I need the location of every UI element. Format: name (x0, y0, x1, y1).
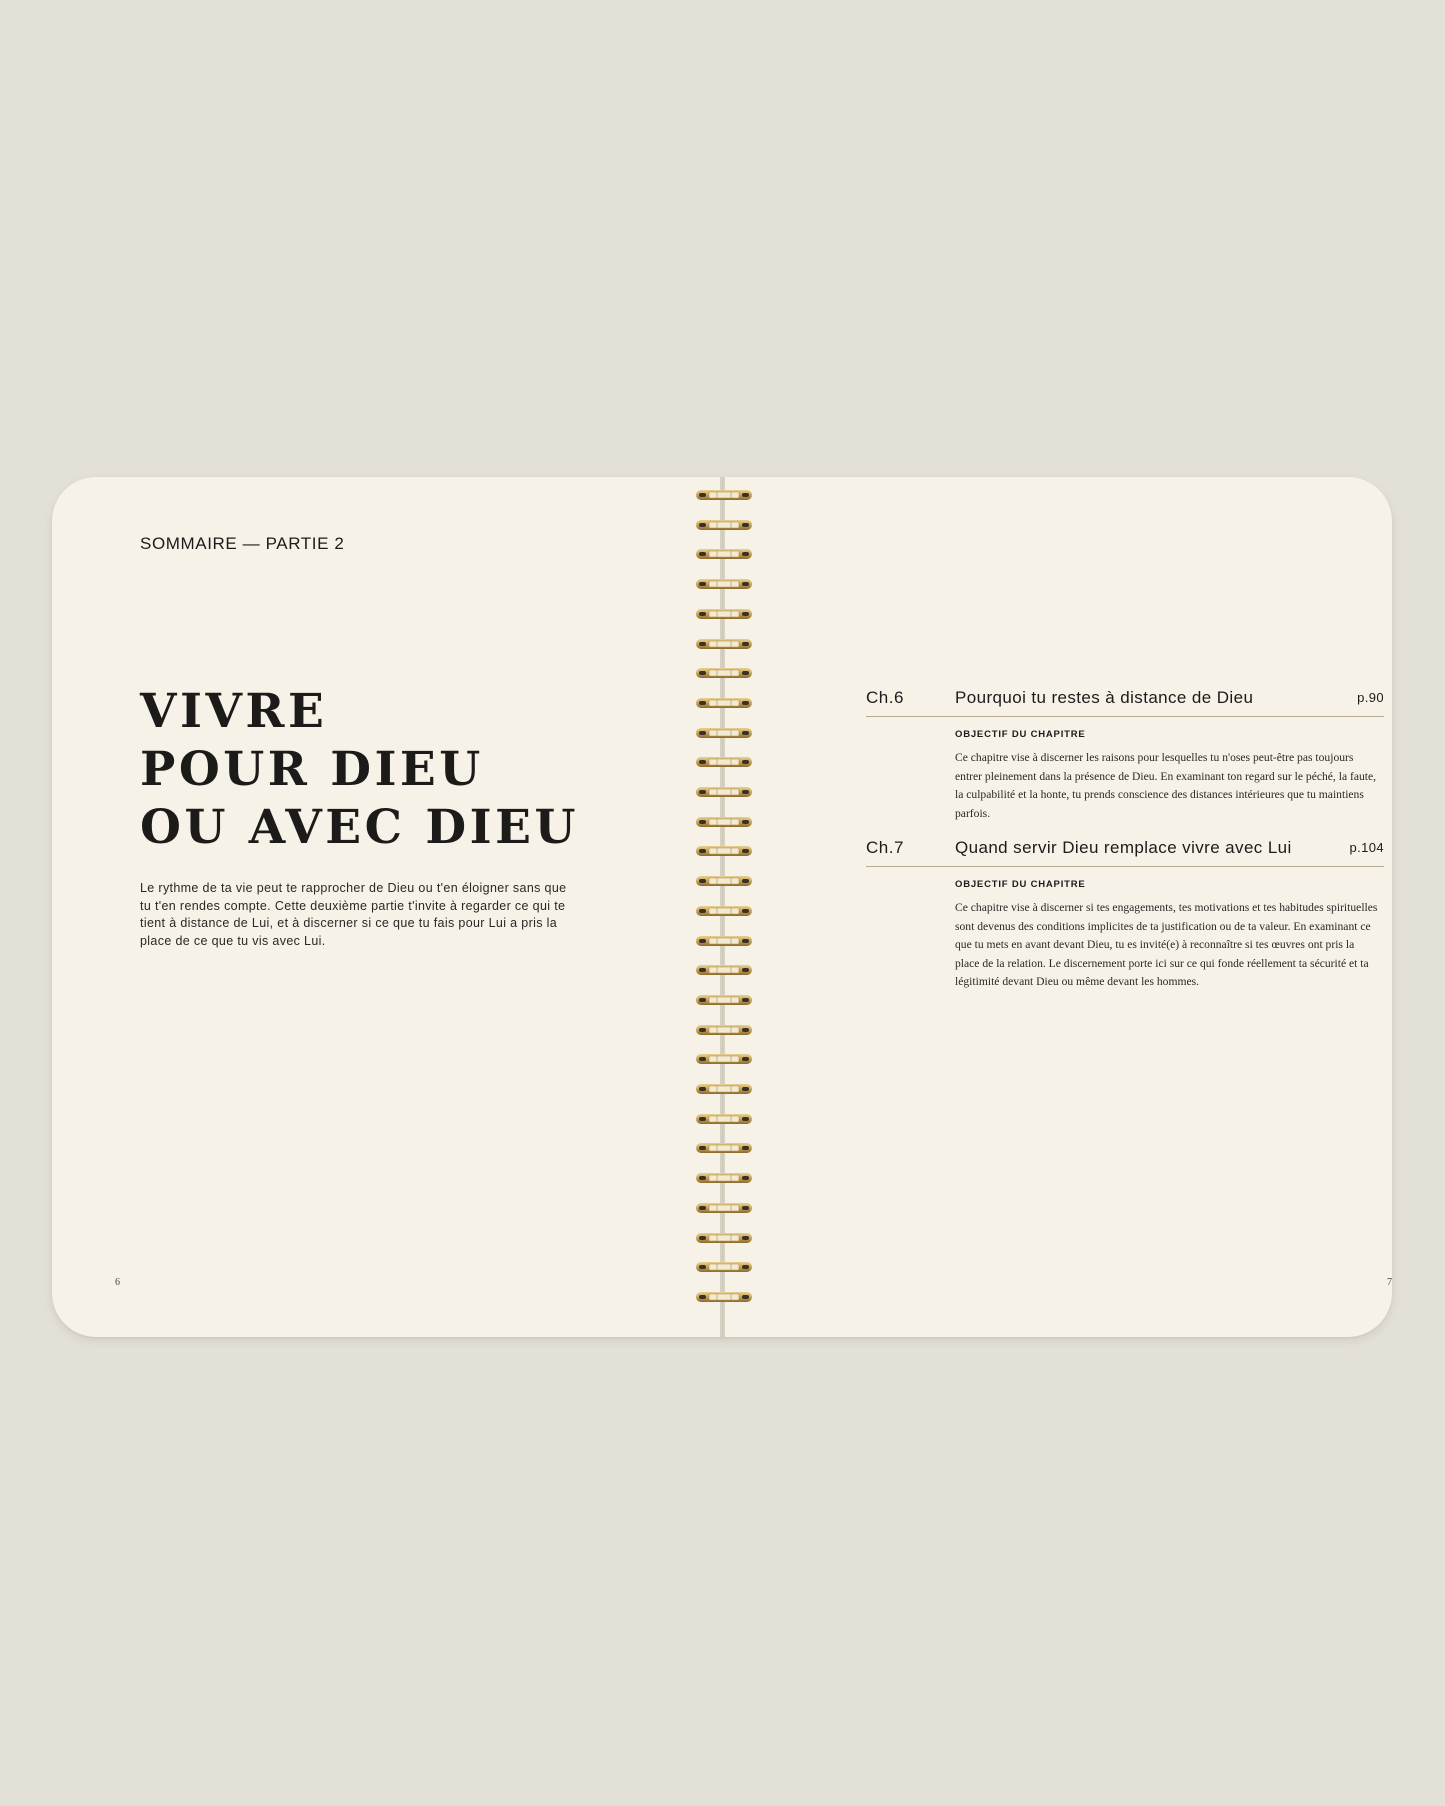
spiral-ring (695, 814, 753, 830)
page-number-left: 6 (115, 1277, 120, 1288)
spiral-ring (695, 1081, 753, 1097)
spiral-binding (695, 487, 753, 1327)
spiral-ring (695, 665, 753, 681)
spiral-ring (695, 873, 753, 889)
spiral-ring (695, 576, 753, 592)
spiral-ring (695, 487, 753, 503)
chapter-description: Ce chapitre vise à discerner les raisons pour lesquelles tu n'oses peut-être pas toujours entrer pleinement dans la présence de Dieu. En examinant ton regard sur le péché, la faute, la culpabilité et la honte, tu prends conscience des distances intérieures que tu maintiens parfois. (955, 751, 1377, 820)
chapter-title: Quand servir Dieu remplace vivre avec Lui (955, 838, 1292, 857)
spiral-ring (695, 903, 753, 919)
title-line: OU AVEC DIEU (140, 800, 579, 855)
spiral-ring (695, 962, 753, 978)
spiral-ring (695, 1140, 753, 1156)
spiral-ring (695, 1170, 753, 1186)
chapter-number: Ch.6 (866, 688, 904, 707)
notebook-spread (52, 477, 1392, 1337)
intro-paragraph: Le rythme de ta vie peut te rapprocher de Dieu ou t'en éloigner sans que tu t'en rendes compte. Cette deuxième partie t'invite à regarder ce qui te tient à distance de Lui, et à discerner si ce que tu fais pour Lui a pris la place de ce que tu vis avec Lui. (140, 881, 567, 948)
spiral-ring (695, 695, 753, 711)
chapter-objective-label: OBJECTIF DU CHAPITRE (955, 879, 1086, 890)
spiral-ring (695, 1259, 753, 1275)
spiral-ring (695, 992, 753, 1008)
spiral-ring (695, 843, 753, 859)
spiral-ring (695, 1289, 753, 1305)
spiral-ring (695, 1200, 753, 1216)
part-title (140, 683, 579, 857)
title-line: VIVRE (140, 684, 328, 739)
spiral-ring (695, 784, 753, 800)
chapter-number: Ch.7 (866, 838, 904, 857)
spiral-ring (695, 606, 753, 622)
spiral-ring (695, 754, 753, 770)
spiral-ring (695, 546, 753, 562)
spiral-ring (695, 1111, 753, 1127)
chapter-header (866, 838, 1384, 867)
spiral-ring (695, 1230, 753, 1246)
chapter-page: p.104 (1349, 840, 1384, 855)
section-kicker: SOMMAIRE — PARTIE 2 (140, 534, 345, 553)
chapter-objective-label: OBJECTIF DU CHAPITRE (955, 729, 1086, 740)
chapter-entry[interactable] (866, 838, 1384, 992)
spiral-ring (695, 1051, 753, 1067)
spiral-ring (695, 725, 753, 741)
chapter-header (866, 688, 1384, 717)
page-number-right: 7 (1387, 1277, 1392, 1288)
chapter-description: Ce chapitre vise à discerner si tes engagements, tes motivations et tes habitudes spirituelles sont devenus des conditions implicites de ta justification ou de ta valeur. En examinant ce que tu mets en avant devant Dieu, tu es invité(e) à reconnaître si tes œuvres ont pris la place de la relation. Le discernement porte ici sur ce qui fonde réellement ta sécurité et ta légitimité devant Dieu ou même devant les hommes. (955, 901, 1378, 988)
spiral-ring (695, 636, 753, 652)
title-line: POUR DIEU (140, 742, 484, 797)
spiral-ring (695, 1022, 753, 1038)
chapter-title: Pourquoi tu restes à distance de Dieu (955, 688, 1254, 707)
left-page (52, 477, 702, 1337)
chapter-page: p.90 (1357, 690, 1384, 705)
spiral-ring (695, 933, 753, 949)
right-page (742, 477, 1392, 1337)
chapter-entry[interactable] (866, 688, 1384, 823)
spiral-ring (695, 517, 753, 533)
